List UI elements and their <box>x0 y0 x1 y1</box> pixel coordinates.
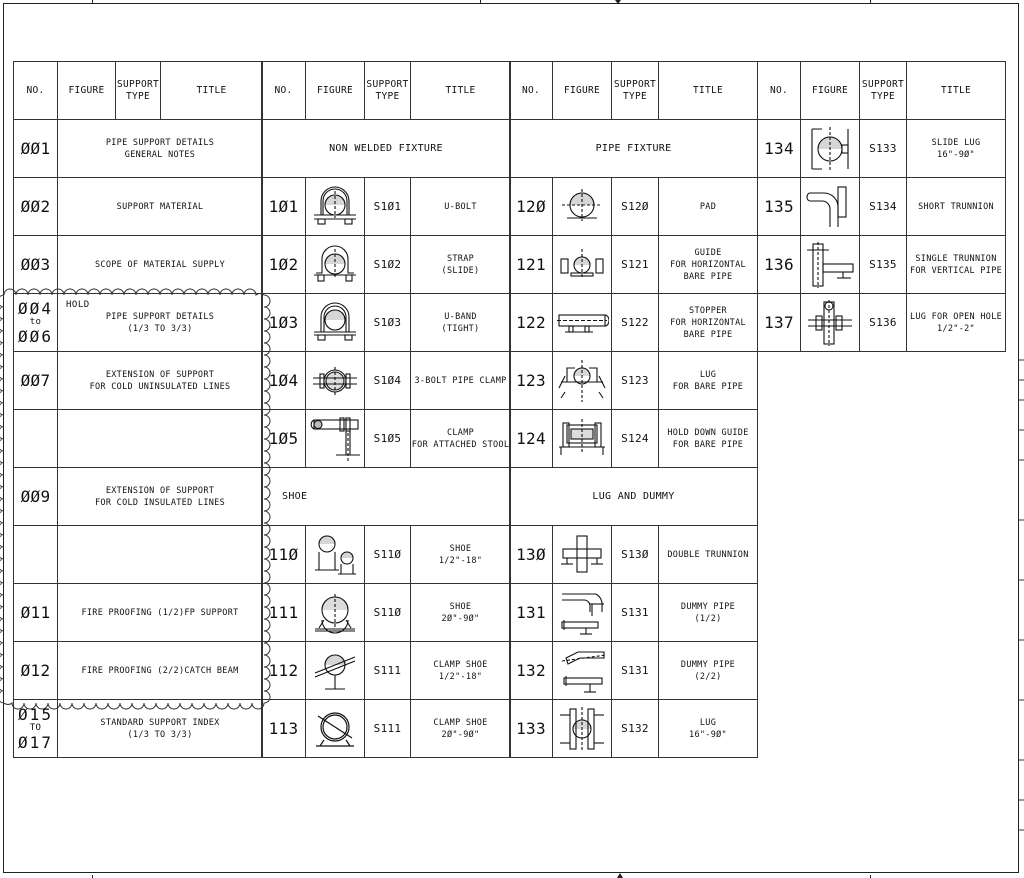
row-no: 133 <box>510 700 553 758</box>
table-row[interactable] <box>758 178 1006 236</box>
row-no: 132 <box>510 642 553 700</box>
row-no: 124 <box>510 410 553 468</box>
section-row <box>262 120 511 178</box>
range-end: ØØ6 <box>18 327 53 346</box>
row-title: HOLD DOWN GUIDE FOR BARE PIPE <box>659 410 758 468</box>
index-table-group-3 <box>509 61 758 758</box>
header-figure: FIGURE <box>553 62 612 120</box>
row-support-type: S133 <box>860 120 907 178</box>
index-table-group-2 <box>261 61 511 758</box>
row-no: 11Ø <box>262 526 306 584</box>
row-title: SHOE 2Ø"-9Ø" <box>411 584 511 642</box>
strap-icon <box>306 236 365 294</box>
row-no: Ø12 <box>14 642 58 700</box>
row-title[interactable]: PIPE SUPPORT DETAILS GENERAL NOTES <box>58 120 263 178</box>
table-row[interactable] <box>758 236 1006 294</box>
row-no: 1Ø4 <box>262 352 306 410</box>
table-row <box>14 352 263 410</box>
stopper-icon <box>553 294 612 352</box>
range-start: ØØ4 <box>18 299 53 318</box>
u-band-icon <box>306 294 365 352</box>
table-row <box>14 178 263 236</box>
row-no: 122 <box>510 294 553 352</box>
row-title: STOPPER FOR HORIZONTAL BARE PIPE <box>659 294 758 352</box>
table-row <box>14 700 263 758</box>
row-no: 112 <box>262 642 306 700</box>
lug-open-hole-icon <box>801 294 860 352</box>
row-support-type: S135 <box>860 236 907 294</box>
row-no: 123 <box>510 352 553 410</box>
row-no-range <box>14 294 58 352</box>
row-title[interactable]: EXTENSION OF SUPPORT FOR COLD UNINSULATED LINES <box>58 352 263 410</box>
center-mark-icon <box>615 0 621 4</box>
row-no: 131 <box>510 584 553 642</box>
header-no: NO. <box>758 62 801 120</box>
section-shoe: SHOE <box>262 468 511 526</box>
frame-tick <box>92 0 93 3</box>
single-trunnion-icon <box>801 236 860 294</box>
row-no: ØØ1 <box>14 120 58 178</box>
double-trunnion-icon <box>553 526 612 584</box>
table-row[interactable] <box>510 294 758 352</box>
row-support-type: S11Ø <box>365 584 411 642</box>
row-title: CLAMP SHOE 2Ø"-9Ø" <box>411 700 511 758</box>
row-title: U-BOLT <box>411 178 511 236</box>
row-support-type: S1Ø1 <box>365 178 411 236</box>
row-no: 1Ø1 <box>262 178 306 236</box>
center-mark-icon <box>617 873 623 878</box>
row-title <box>58 526 263 584</box>
table-row[interactable] <box>262 294 511 352</box>
row-title: DUMMY PIPE (1/2) <box>659 584 758 642</box>
row-no: 111 <box>262 584 306 642</box>
table-row[interactable] <box>262 526 511 584</box>
row-support-type: S13Ø <box>612 526 659 584</box>
header-support-type: SUPPORT TYPE <box>860 62 907 120</box>
table-row <box>14 294 263 352</box>
header-support-type: SUPPORT TYPE <box>612 62 659 120</box>
header-row <box>14 62 263 120</box>
row-no: 113 <box>262 700 306 758</box>
row-support-type: S11Ø <box>365 526 411 584</box>
section-row <box>510 120 758 178</box>
table-row[interactable] <box>510 642 758 700</box>
row-support-type: S123 <box>612 352 659 410</box>
row-no: ØØ7 <box>14 352 58 410</box>
section-pipe-fixture: PIPE FIXTURE <box>510 120 758 178</box>
row-no: 136 <box>758 236 801 294</box>
row-support-type: S1Ø4 <box>365 352 411 410</box>
header-no: NO. <box>262 62 306 120</box>
row-title[interactable]: SUPPORT MATERIAL <box>58 178 263 236</box>
row-support-type: S136 <box>860 294 907 352</box>
row-no: ØØ3 <box>14 236 58 294</box>
row-title: PAD <box>659 178 758 236</box>
row-support-type: S121 <box>612 236 659 294</box>
section-non-welded-fixture: NON WELDED FIXTURE <box>262 120 511 178</box>
hold-down-guide-icon <box>553 410 612 468</box>
table-row <box>14 468 263 526</box>
header-figure: FIGURE <box>58 62 116 120</box>
row-support-type: S12Ø <box>612 178 659 236</box>
frame-edge-marks <box>1018 0 1024 878</box>
range-end: Ø17 <box>18 733 53 752</box>
table-row[interactable] <box>758 120 1006 178</box>
range-to: TO <box>29 723 42 733</box>
clamp-stool-icon <box>306 410 365 468</box>
table-row[interactable] <box>262 700 511 758</box>
row-title: 3-BOLT PIPE CLAMP <box>411 352 511 410</box>
row-no: 135 <box>758 178 801 236</box>
header-row <box>758 62 1006 120</box>
header-no: NO. <box>510 62 553 120</box>
row-no: 121 <box>510 236 553 294</box>
row-no: 1Ø5 <box>262 410 306 468</box>
three-bolt-clamp-icon <box>306 352 365 410</box>
row-title: SLIDE LUG 16"-9Ø" <box>907 120 1006 178</box>
range-start: Ø15 <box>18 705 53 724</box>
row-title: U-BAND (TIGHT) <box>411 294 511 352</box>
lug-bare-icon <box>553 352 612 410</box>
table-row[interactable] <box>758 294 1006 352</box>
frame-tick <box>870 0 871 3</box>
dummy-pipe-icon <box>553 584 612 642</box>
row-title: LUG FOR BARE PIPE <box>659 352 758 410</box>
row-title: DUMMY PIPE (2/2) <box>659 642 758 700</box>
table-row <box>14 584 263 642</box>
index-table-group-4 <box>757 61 1006 352</box>
row-no: 13Ø <box>510 526 553 584</box>
header-title: TITLE <box>907 62 1006 120</box>
section-row <box>262 468 511 526</box>
row-support-type: S1Ø2 <box>365 236 411 294</box>
row-title: GUIDE FOR HORIZONTAL BARE PIPE <box>659 236 758 294</box>
table-row[interactable] <box>262 584 511 642</box>
row-no: ØØ9 <box>14 468 58 526</box>
header-title: TITLE <box>411 62 511 120</box>
row-title[interactable]: FIRE PROOFING (2/2)CATCH BEAM <box>58 642 263 700</box>
row-no: 137 <box>758 294 801 352</box>
row-title: SHORT TRUNNION <box>907 178 1006 236</box>
shoe-small-icon <box>306 526 365 584</box>
clamp-shoe-icon <box>306 642 365 700</box>
row-support-type: S1Ø5 <box>365 410 411 468</box>
short-trunnion-icon <box>801 178 860 236</box>
table-row[interactable] <box>262 178 511 236</box>
row-support-type: S1Ø3 <box>365 294 411 352</box>
table-row[interactable] <box>510 584 758 642</box>
row-no <box>14 526 58 584</box>
slide-lug-icon <box>801 120 860 178</box>
row-title: DOUBLE TRUNNION <box>659 526 758 584</box>
lug-icon <box>553 700 612 758</box>
header-support-type: SUPPORT TYPE <box>116 62 161 120</box>
table-row[interactable] <box>510 352 758 410</box>
table-row <box>14 236 263 294</box>
section-lug-and-dummy: LUG AND DUMMY <box>510 468 758 526</box>
table-row[interactable] <box>510 700 758 758</box>
guide-icon <box>553 236 612 294</box>
header-support-type: SUPPORT TYPE <box>365 62 411 120</box>
row-title: SHOE 1/2"-18" <box>411 526 511 584</box>
table-row <box>14 642 263 700</box>
row-no: 1Ø2 <box>262 236 306 294</box>
row-title[interactable]: STANDARD SUPPORT INDEX (1/3 TO 3/3) <box>58 700 263 758</box>
row-support-type: S134 <box>860 178 907 236</box>
row-support-type: S132 <box>612 700 659 758</box>
row-support-type: S131 <box>612 642 659 700</box>
table-row[interactable] <box>510 410 758 468</box>
header-no: NO. <box>14 62 58 120</box>
row-no: ØØ2 <box>14 178 58 236</box>
table-row[interactable] <box>262 236 511 294</box>
table-row <box>14 526 263 584</box>
header-title: TITLE <box>161 62 263 120</box>
row-no-range <box>14 700 58 758</box>
table-row[interactable] <box>262 352 511 410</box>
row-support-type: S111 <box>365 642 411 700</box>
hold-label: HOLD <box>66 300 90 310</box>
row-no: 134 <box>758 120 801 178</box>
row-title[interactable]: SCOPE OF MATERIAL SUPPLY <box>58 236 263 294</box>
row-title: CLAMP FOR ATTACHED STOOL <box>411 410 511 468</box>
table-row[interactable] <box>510 526 758 584</box>
row-title[interactable]: EXTENSION OF SUPPORT FOR COLD INSULATED LINES <box>58 468 263 526</box>
section-row <box>510 468 758 526</box>
row-no: 12Ø <box>510 178 553 236</box>
row-title: CLAMP SHOE 1/2"-18" <box>411 642 511 700</box>
row-title: LUG FOR OPEN HOLE 1/2"-2" <box>907 294 1006 352</box>
table-row <box>14 120 263 178</box>
row-title: SINGLE TRUNNION FOR VERTICAL PIPE <box>907 236 1006 294</box>
header-row <box>510 62 758 120</box>
row-title: LUG 16"-9Ø" <box>659 700 758 758</box>
row-support-type: S124 <box>612 410 659 468</box>
header-title: TITLE <box>659 62 758 120</box>
row-support-type: S122 <box>612 294 659 352</box>
header-row <box>262 62 511 120</box>
range-to: to <box>29 317 42 327</box>
table-row[interactable] <box>262 410 511 468</box>
frame-tick <box>480 0 481 3</box>
header-figure: FIGURE <box>306 62 365 120</box>
row-no <box>14 410 58 468</box>
row-title: STRAP (SLIDE) <box>411 236 511 294</box>
index-table-group-1 <box>13 61 263 758</box>
row-support-type: S111 <box>365 700 411 758</box>
table-row[interactable] <box>510 236 758 294</box>
row-support-type: S131 <box>612 584 659 642</box>
clamp-shoe-large-icon <box>306 700 365 758</box>
table-row[interactable] <box>510 178 758 236</box>
dummy-pipe-2-icon <box>553 642 612 700</box>
row-title <box>58 410 263 468</box>
row-title[interactable]: PIPE SUPPORT DETAILS (1/3 TO 3/3) <box>58 294 263 352</box>
pad-icon <box>553 178 612 236</box>
table-row <box>14 410 263 468</box>
u-bolt-icon <box>306 178 365 236</box>
row-no: Ø11 <box>14 584 58 642</box>
row-title[interactable]: FIRE PROOFING (1/2)FP SUPPORT <box>58 584 263 642</box>
header-figure: FIGURE <box>801 62 860 120</box>
row-no: 1Ø3 <box>262 294 306 352</box>
table-row[interactable] <box>262 642 511 700</box>
shoe-large-icon <box>306 584 365 642</box>
